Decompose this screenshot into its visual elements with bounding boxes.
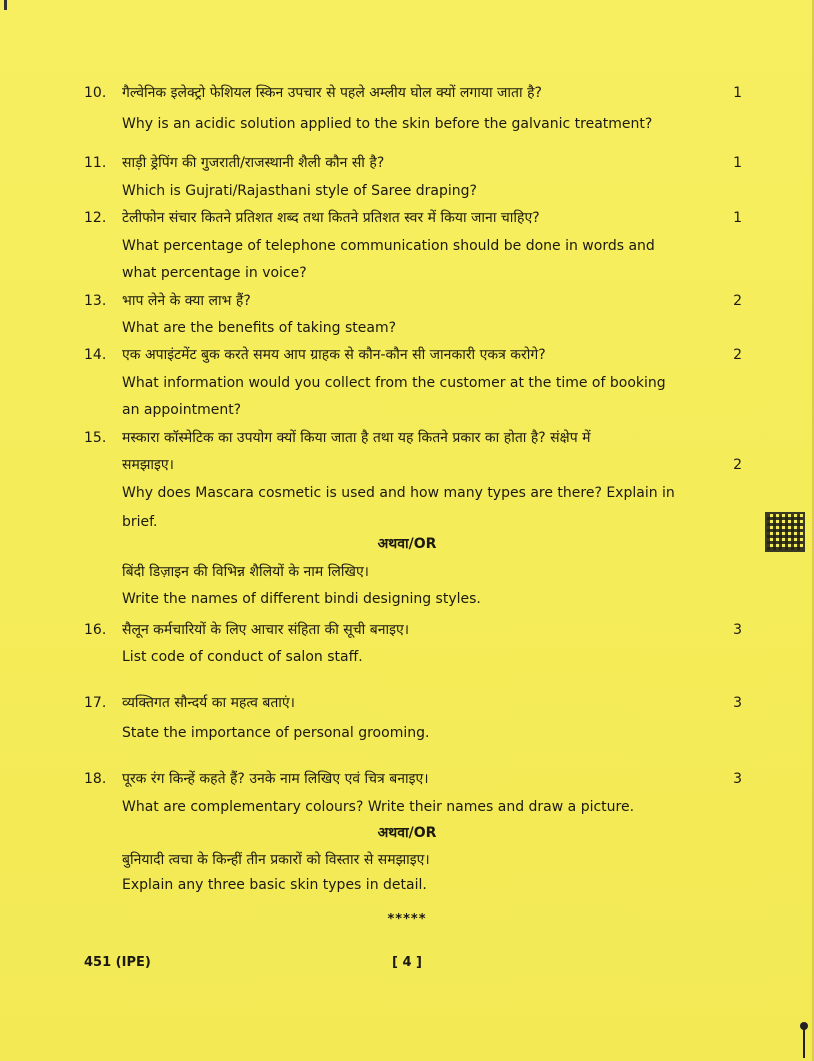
paper-code: 451 (IPE)	[84, 955, 151, 970]
question-16	[84, 617, 742, 671]
question-hindi: सैलून कर्मचारियों के लिए आचार संहिता की सूची बनाइए।	[122, 622, 410, 638]
or-divider-15: अथवा/OR	[377, 536, 437, 552]
question-12	[84, 205, 742, 287]
question-hindi-line-2: समझाइए।	[122, 457, 174, 473]
question-number: 12.	[84, 210, 107, 226]
question-hindi: साड़ी ड्रेपिंग की गुजराती/राजस्थानी शैली कौन सी है?	[122, 155, 385, 171]
corner-mark	[4, 0, 7, 10]
question-marks: 2	[733, 457, 742, 473]
question-english: State the importance of personal grooming.	[122, 725, 430, 741]
page-number: [ 4 ]	[392, 955, 422, 970]
question-number: 13.	[84, 293, 107, 309]
question-15	[84, 425, 742, 536]
qr-code	[765, 512, 805, 552]
question-15-or-english: Write the names of different bindi designing styles.	[122, 591, 481, 607]
end-marker: *****	[387, 912, 427, 927]
question-number: 18.	[84, 771, 107, 787]
question-18	[84, 766, 742, 821]
question-english: List code of conduct of salon staff.	[122, 649, 363, 665]
question-18-or-hindi: बुनियादी त्वचा के किन्हीं तीन प्रकारों को विस्तार से समझाइए।	[122, 852, 430, 868]
question-11	[84, 150, 742, 205]
question-english: What are complementary colours? Write their names and draw a picture.	[122, 799, 635, 815]
question-english-line-1: What percentage of telephone communication should be done in words and	[122, 238, 655, 254]
question-hindi: एक अपाइंटमेंट बुक करते समय आप ग्राहक से कौन-कौन सी जानकारी एकत्र करोगे?	[122, 347, 546, 363]
question-hindi: व्यक्तिगत सौन्दर्य का महत्व बताएं।	[122, 695, 295, 711]
question-15-or-hindi: बिंदी डिज़ाइन की विभिन्न शैलियों के नाम लिखिए।	[122, 564, 369, 580]
question-english-line-1: Why does Mascara cosmetic is used and how many types are there? Explain in	[122, 485, 675, 501]
question-english-line-2: an appointment?	[122, 402, 242, 418]
question-number: 17.	[84, 695, 107, 711]
question-18-or-english: Explain any three basic skin types in detail.	[122, 877, 427, 893]
question-english: What are the benefits of taking steam?	[122, 320, 397, 336]
question-10	[84, 80, 742, 138]
question-marks: 1	[733, 155, 742, 171]
question-number: 14.	[84, 347, 107, 363]
question-english-line-1: What information would you collect from the customer at the time of booking	[122, 375, 666, 391]
question-hindi: टेलीफोन संचार कितने प्रतिशत शब्द तथा कितने प्रतिशत स्वर में किया जाना चाहिए?	[122, 210, 540, 226]
question-marks: 3	[733, 622, 742, 638]
question-hindi: भाप लेने के क्या लाभ हैं?	[122, 293, 251, 309]
or-divider-18: अथवा/OR	[377, 825, 437, 841]
question-marks: 3	[733, 771, 742, 787]
question-14	[84, 342, 742, 424]
question-marks: 1	[733, 210, 742, 226]
question-hindi: पूरक रंग किन्हें कहते हैं? उनके नाम लिखिए एवं चित्र बनाइए।	[122, 771, 429, 787]
question-hindi: गैल्वेनिक इलेक्ट्रो फेशियल स्किन उपचार से पहले अम्लीय घोल क्यों लगाया जाता है?	[122, 85, 542, 101]
question-hindi-line-1: मस्कारा कॉस्मेटिक का उपयोग क्यों किया जाता है तथा यह कितने प्रकार का होता है? संक्षेप में	[122, 430, 591, 446]
question-english: Which is Gujrati/Rajasthani style of Saree draping?	[122, 183, 477, 199]
pin-shaft	[803, 1028, 805, 1058]
question-13	[84, 288, 742, 342]
question-17	[84, 690, 742, 747]
question-english-line-2: brief.	[122, 514, 158, 530]
question-english-line-2: what percentage in voice?	[122, 265, 307, 281]
question-number: 10.	[84, 85, 107, 101]
question-number: 11.	[84, 155, 107, 171]
question-marks: 2	[733, 293, 742, 309]
question-marks: 2	[733, 347, 742, 363]
question-marks: 3	[733, 695, 742, 711]
question-number: 16.	[84, 622, 107, 638]
question-english: Why is an acidic solution applied to the skin before the galvanic treatment?	[122, 116, 653, 132]
question-marks: 1	[733, 85, 742, 101]
question-number: 15.	[84, 430, 107, 446]
